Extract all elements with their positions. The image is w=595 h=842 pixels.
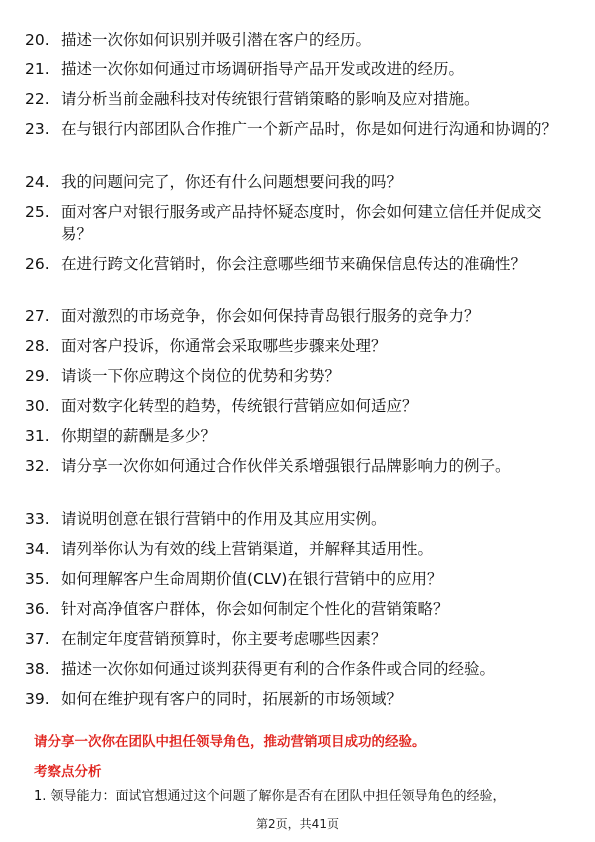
question-text: 请分享一次你如何通过合作伙伴关系增强银行品牌影响力的例子。: [61, 457, 511, 475]
question-number: 23.: [25, 120, 50, 138]
question-number: 28.: [25, 337, 50, 355]
question-item: [25, 395, 570, 417]
question-text: 面对激烈的市场竞争，你会如何保持青岛银行服务的竞争力？: [61, 307, 480, 325]
question-item: [25, 538, 570, 560]
question-number: 35.: [25, 570, 50, 588]
question-item: [25, 598, 570, 620]
question-item: [25, 253, 570, 275]
question-text: 在制定年度营销预算时，你主要考虑哪些因素？: [61, 630, 387, 648]
question-text: 描述一次你如何通过谈判获得更有利的合作条件或合同的经验。: [61, 660, 496, 678]
question-number: 37.: [25, 630, 50, 648]
question-text: 请分析当前金融科技对传统银行营销策略的影响及应对措施。: [61, 90, 480, 108]
question-item: [25, 171, 570, 193]
question-text: 请谈一下你应聘这个岗位的优势和劣势？: [61, 367, 341, 385]
question-item: [25, 335, 570, 357]
question-text: 在进行跨文化营销时，你会注意哪些细节来确保信息传达的准确性？: [61, 255, 527, 273]
question-item: [25, 425, 570, 447]
question-item: [25, 658, 570, 680]
question-item: [25, 58, 570, 80]
question-text: 请说明创意在银行营销中的作用及其应用实例。: [61, 510, 387, 528]
question-item: [25, 118, 570, 140]
question-text: 面对客户投诉，你通常会采取哪些步骤来处理？: [61, 337, 387, 355]
question-item: [25, 568, 570, 590]
question-number: 21.: [25, 60, 50, 78]
question-text: 你期望的薪酬是多少？: [61, 427, 217, 445]
question-number: 36.: [25, 600, 50, 618]
question-number: 32.: [25, 457, 50, 475]
section-title: 考察点分析: [34, 764, 102, 780]
question-text: 如何在维护现有客户的同时，拓展新的市场领域？: [61, 690, 403, 708]
question-text: 面对客户对银行服务或产品持怀疑态度时，你会如何建立信任并促成交易？: [61, 203, 542, 243]
question-text: 针对高净值客户群体，你会如何制定个性化的营销策略？: [61, 600, 449, 618]
question-text: 描述一次你如何通过市场调研指导产品开发或改进的经历。: [61, 60, 465, 78]
question-text: 在与银行内部团队合作推广一个新产品时，你是如何进行沟通和协调的？: [61, 120, 558, 138]
question-number: 25.: [25, 203, 50, 221]
question-text: 如何理解客户生命周期价值(CLV)在银行营销中的应用？: [61, 570, 443, 588]
question-item: [25, 688, 570, 710]
question-item: [25, 455, 570, 477]
question-number: 31.: [25, 427, 50, 445]
question-text: 描述一次你如何识别并吸引潜在客户的经历。: [61, 31, 372, 49]
question-number: 38.: [25, 660, 50, 678]
question-text: 请列举你认为有效的线上营销渠道，并解释其适用性。: [61, 540, 434, 558]
question-item: [25, 365, 570, 387]
page-footer: 第2页，共41页: [256, 817, 339, 831]
question-item: [25, 201, 570, 245]
question-item: [25, 628, 570, 650]
question-number: 39.: [25, 690, 50, 708]
question-item: [25, 29, 570, 51]
question-number: 24.: [25, 173, 50, 191]
question-number: 30.: [25, 397, 50, 415]
question-number: 29.: [25, 367, 50, 385]
question-number: 26.: [25, 255, 50, 273]
question-item: [25, 305, 570, 327]
question-number: 22.: [25, 90, 50, 108]
question-number: 33.: [25, 510, 50, 528]
question-number: 20.: [25, 31, 50, 49]
question-item: [25, 508, 570, 530]
highlight-question: 请分享一次你在团队中担任领导角色，推动营销项目成功的经验。: [34, 734, 426, 750]
analysis-text: 1. 领导能力：面试官想通过这个问题了解你是否有在团队中担任领导角色的经验，: [34, 789, 506, 804]
question-text: 面对数字化转型的趋势，传统银行营销应如何适应？: [61, 397, 418, 415]
question-text: 我的问题问完了，你还有什么问题想要问我的吗？: [61, 173, 403, 191]
question-item: [25, 88, 570, 110]
question-number: 34.: [25, 540, 50, 558]
question-number: 27.: [25, 307, 50, 325]
